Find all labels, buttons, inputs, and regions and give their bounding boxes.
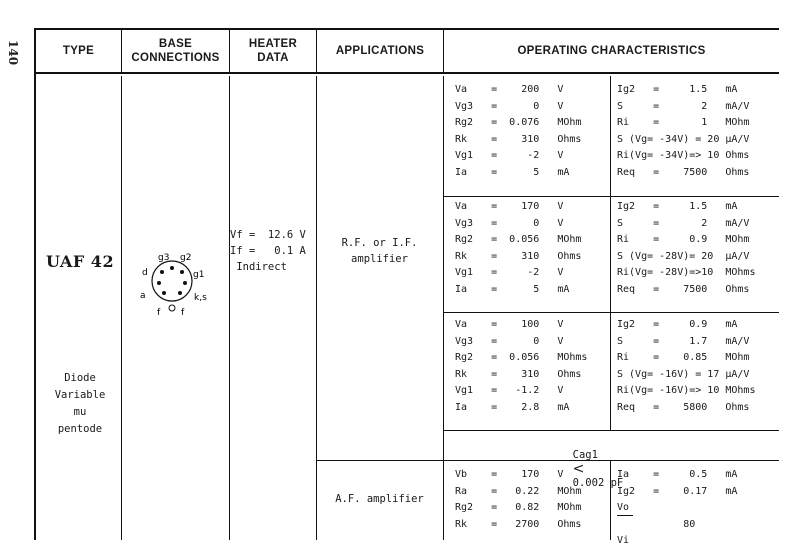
- base-connection-diagram: [130, 245, 220, 320]
- header-heater-data: HEATER DATA: [230, 30, 317, 74]
- header-base-connections: BASE CONNECTIONS: [122, 30, 230, 74]
- base-key-notch: [169, 305, 175, 311]
- pin-label-g1: g1: [193, 270, 205, 280]
- heater-column: [230, 76, 317, 540]
- op-block-1-left: Va = 200 V Vg3 = 0 V Rg2 = 0.076 MOhm Rk = 310 Ohms Vg1 = -2 V Ia = 5 mA: [455, 84, 582, 178]
- pin-dot: [180, 270, 184, 274]
- op-column-divider: [610, 76, 611, 430]
- less-than-symbol: <: [572, 461, 585, 477]
- op-block-2-left: Va = 170 V Vg3 = 0 V Rg2 = 0.056 MOhm Rk = 310 Ohms Vg1 = -2 V Ia = 5 mA: [455, 201, 582, 295]
- pin-label-f1: f: [157, 308, 161, 318]
- application-af: A.F. amplifier: [335, 493, 424, 505]
- pin-dot: [178, 291, 182, 295]
- heater-data: Vf = 12.6 V If = 0.1 A Indirect: [230, 229, 306, 273]
- tube-description: Diode Variable mu pentode: [54, 372, 106, 435]
- block-divider: [444, 430, 779, 431]
- op-block-3-left: Va = 100 V Vg3 = 0 V Rg2 = 0.056 MOhms Rk = 310 Ohms Vg1 = -1.2 V Ia = 2.8 mA: [455, 319, 588, 413]
- pin-label-g3: g3: [158, 253, 170, 263]
- pin-dot: [170, 266, 174, 270]
- pin-label-f2: f: [181, 308, 185, 318]
- cag1-value: 0.002 pF: [572, 477, 624, 489]
- tube-name: UAF 42: [46, 252, 115, 271]
- pin-label-a: a: [140, 291, 146, 301]
- pin-label-ks: k,s: [194, 293, 207, 303]
- pin-dot: [160, 270, 164, 274]
- applications-column: [317, 76, 444, 540]
- op-block-4-right: Ia = 0.5 mA Ig2 = 0.17 mA Vo 80 Vi: [617, 469, 738, 546]
- application-rf-if: R.F. or I.F. amplifier: [341, 237, 418, 265]
- pin-dot: [162, 291, 166, 295]
- header-applications: APPLICATIONS: [317, 30, 444, 74]
- op-block-2-right: Ig2 = 1.5 mA S = 2 mA/V Ri = 0.9 MOhm S (Vg= -28V)= 20 µA/V Ri(Vg= -28V)=>10 MOhms Req = 7500 Ohms: [617, 201, 756, 295]
- pin-dot: [157, 281, 161, 285]
- header-operating-characteristics: OPERATING CHARACTERISTICS: [444, 30, 779, 74]
- op-block-3-right: Ig2 = 0.9 mA S = 1.7 mA/V Ri = 0.85 MOhm S (Vg= -16V) = 17 µA/V Ri(Vg= -16V)=> 10 MOhms Req = 5800 Ohms: [617, 319, 756, 413]
- op-block-4-left: Vb = 170 V Ra = 0.22 MOhm Rg2 = 0.82 MOhm Rk = 2700 Ohms: [455, 469, 582, 530]
- op-block-1-right: Ig2 = 1.5 mA S = 2 mA/V Ri = 1 MOhm S (Vg= -34V) = 20 µA/V Ri(Vg= -34V)=> 10 Ohms Req = 7500 Ohms: [617, 84, 750, 178]
- pin-label-g2: g2: [180, 253, 192, 263]
- pin-dot: [183, 281, 187, 285]
- header-type: TYPE: [36, 30, 122, 74]
- cag1-label: Cag1: [572, 449, 598, 461]
- pin-label-d: d: [142, 268, 148, 278]
- block-divider: [444, 196, 779, 197]
- vo-vi-fraction-bar: [617, 515, 633, 516]
- page-number: 140: [6, 40, 20, 66]
- block-divider: [444, 312, 779, 313]
- application-divider: [317, 460, 444, 461]
- type-column: [36, 76, 122, 540]
